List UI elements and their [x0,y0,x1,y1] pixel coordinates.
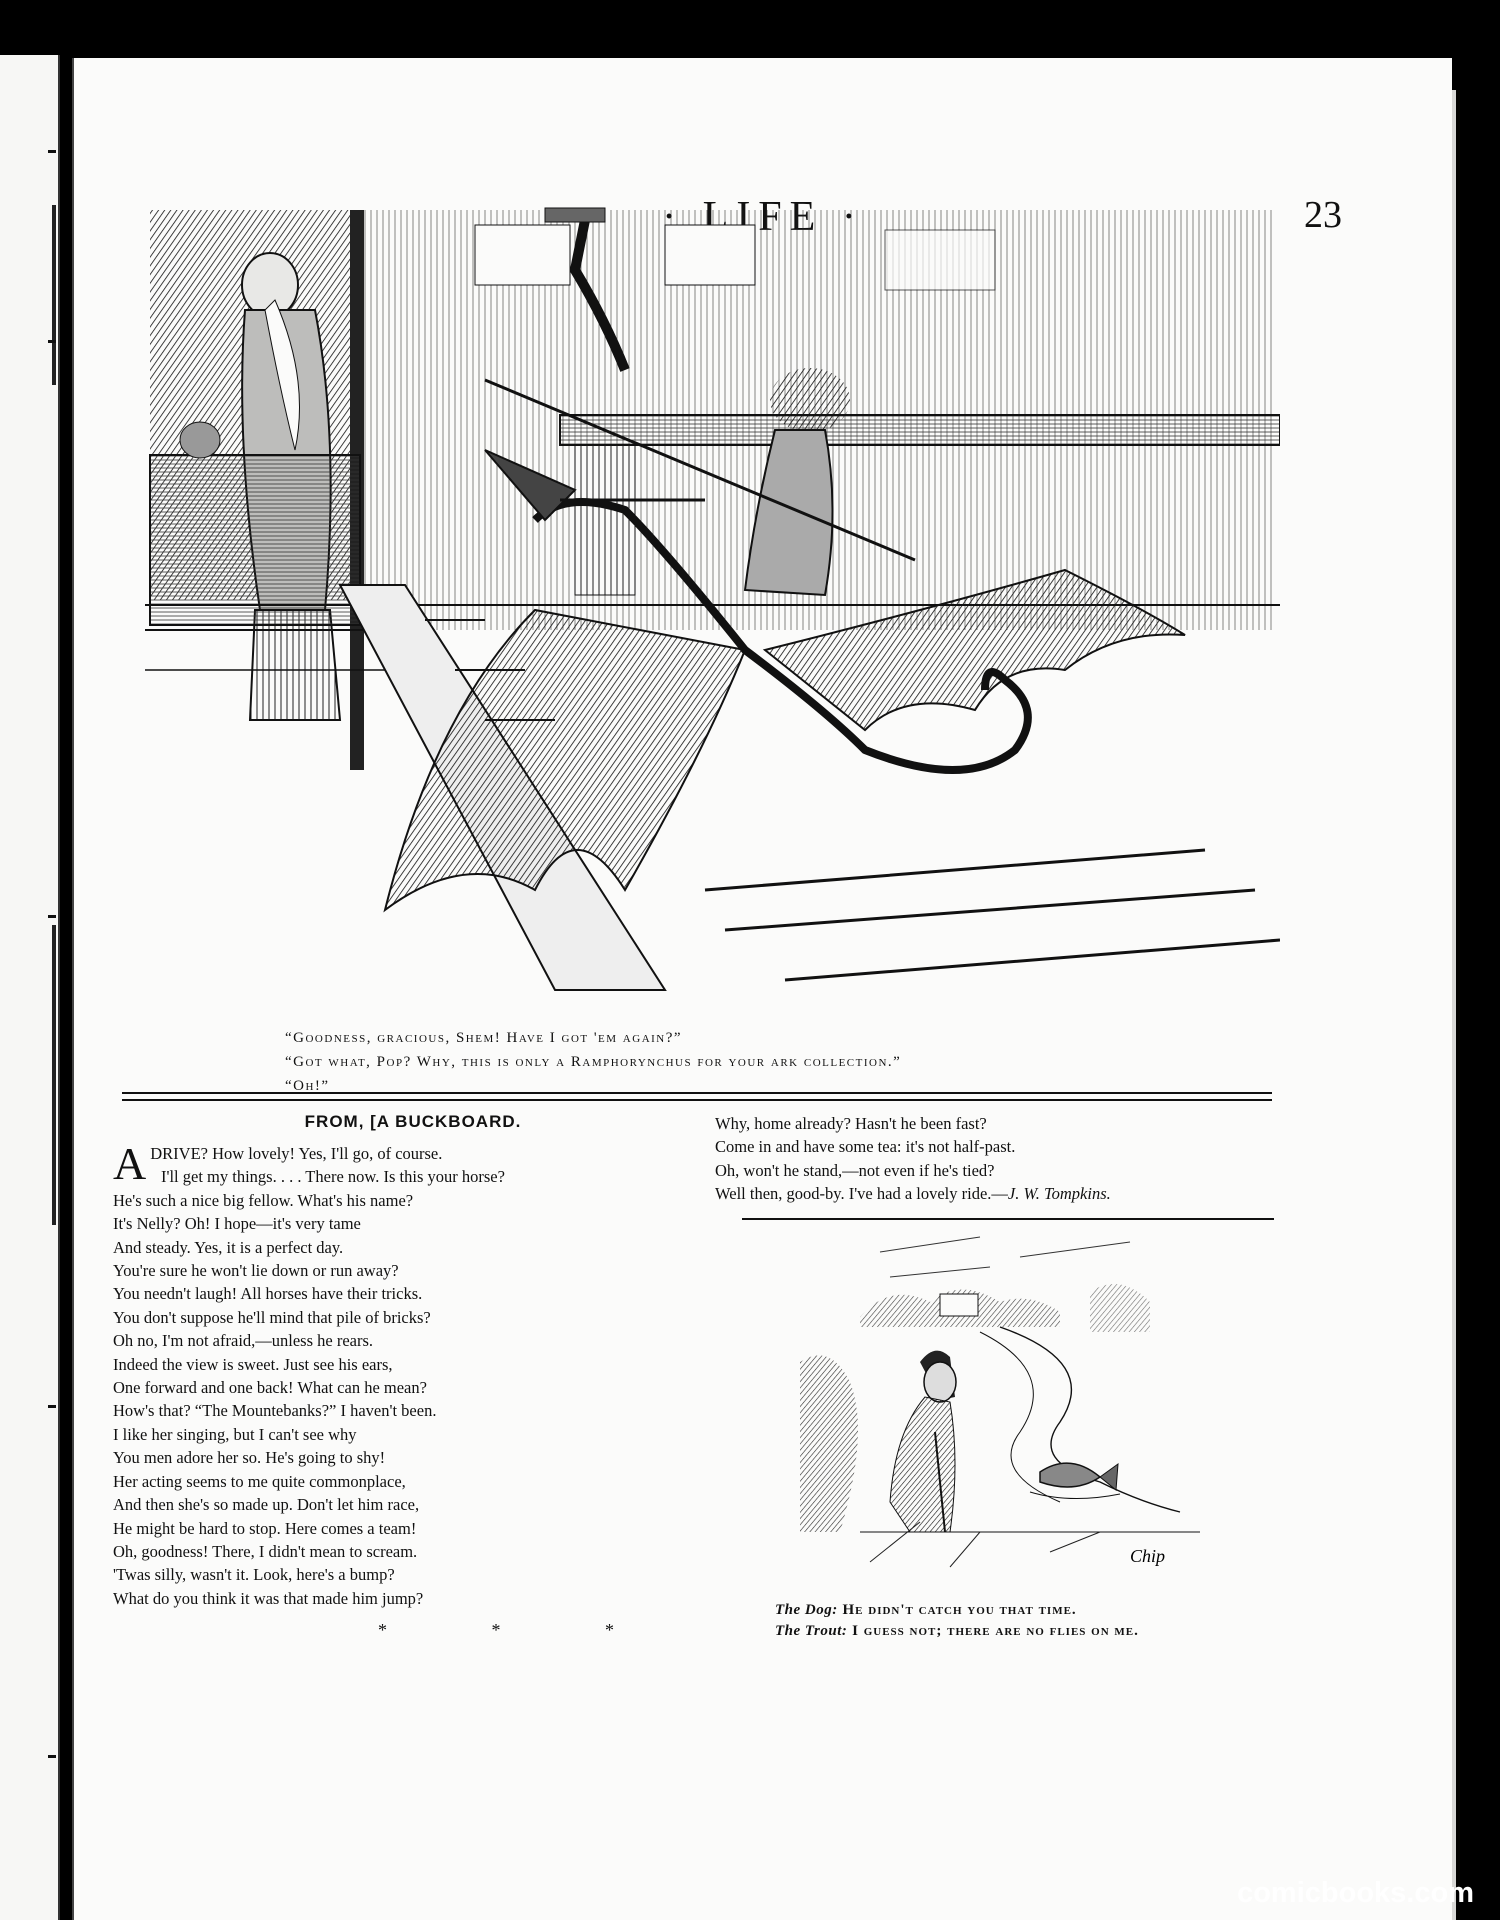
main-illustration [105,190,1280,1020]
binding-stitch [48,340,56,343]
artist-signature: Chip [1130,1546,1166,1566]
poem-line: You're sure he won't lie down or run away? [113,1261,399,1281]
poem-line: It's Nelly? Oh! I hope—it's very tame [113,1214,361,1234]
poem-line: Indeed the view is sweet. Just see his ears, [113,1354,393,1374]
poem-line: You needn't laugh! All horses have their tricks. [113,1284,423,1304]
book-spine [0,55,60,1920]
dog-trout-cartoon [800,1232,1205,1597]
binding-stitch [48,150,56,153]
trout-line: I guess not; there are no flies on me. [852,1623,1139,1639]
poem-title: FROM, [A BUCKBOARD. [304,1112,522,1131]
poem-line: Her acting seems to me quite commonplace, [113,1471,406,1491]
site-watermark: comicbooks.com [1237,1877,1474,1909]
poem-line: You men adore her so. He's going to shy! [113,1448,386,1468]
page-number: 23 [1304,194,1342,236]
poem-line: Why, home already? Hasn't he been fast? [715,1114,987,1133]
poem-line: You don't suppose he'll mind that pile of bricks? [113,1307,431,1327]
poem-line: Oh, goodness! There, I didn't mean to scream. [113,1541,418,1561]
dialogue-line [775,1600,1255,1621]
drop-cap: A [113,1138,147,1189]
poem-line: Oh, won't he stand,—not even if he's tied? [715,1160,995,1180]
poem-line: One forward and one back! What can he mean? [113,1378,427,1398]
binding-edge [52,925,56,1225]
dog-line: He didn't catch you that time. [842,1602,1077,1618]
binding-stitch [48,915,56,918]
poem-author: J. W. Tompkins. [1007,1184,1111,1204]
binding-stitch [48,1405,56,1408]
poem-line [715,1182,1255,1205]
poem-line-text: DRIVE? How lovely! Yes, I'll go, of course. [150,1144,443,1163]
poem-line: And steady. Yes, it is a perfect day. [113,1237,344,1257]
poem-line: How's that? “The Mountebanks?” I haven't been. [113,1401,437,1421]
column-divider [742,1218,1274,1220]
poem-line: I'll get my things. . . . There now. Is this your horse? [161,1167,505,1187]
poem-line: What do you think it was that made him jump? [113,1588,424,1608]
speaker-trout: The Trout: [775,1623,848,1639]
binding-edge [52,205,56,385]
poem-line: 'Twas silly, wasn't it. Look, here's a bump? [113,1565,395,1585]
poem-line: Oh no, I'm not afraid,—unless he rears. [113,1331,374,1351]
section-divider [122,1092,1272,1101]
caption-line: “Got what, Pop? Why, this is only a Ramphorynchus for your ark collection.” [285,1054,902,1070]
binding-stitch [48,1755,56,1758]
poem-line: He's such a nice big fellow. What's his name? [113,1190,414,1210]
poem-continuation [715,1112,1255,1206]
dialogue-line [775,1621,1255,1642]
poem-column [113,1112,713,1641]
dog-cartoon-caption [775,1600,1255,1642]
caption-line: “Goodness, gracious, Shem! Have I got 'em again?” [285,1030,683,1046]
speaker-dog: The Dog: [775,1602,838,1618]
illustration-caption [285,1026,1185,1098]
section-stars: * * * [378,1620,664,1641]
poem-line: And then she's so made up. Don't let him race, [113,1495,420,1515]
poem-line-text: Well then, good-by. I've had a lovely ride.— [715,1184,1008,1204]
poem-line: Come in and have some tea: it's not half-past. [715,1137,1016,1157]
poem-line: He might be hard to stop. Here comes a team! [113,1518,417,1538]
poem-line: I like her singing, but I can't see why [113,1424,357,1444]
caption-line: “Oh!” [285,1078,330,1094]
